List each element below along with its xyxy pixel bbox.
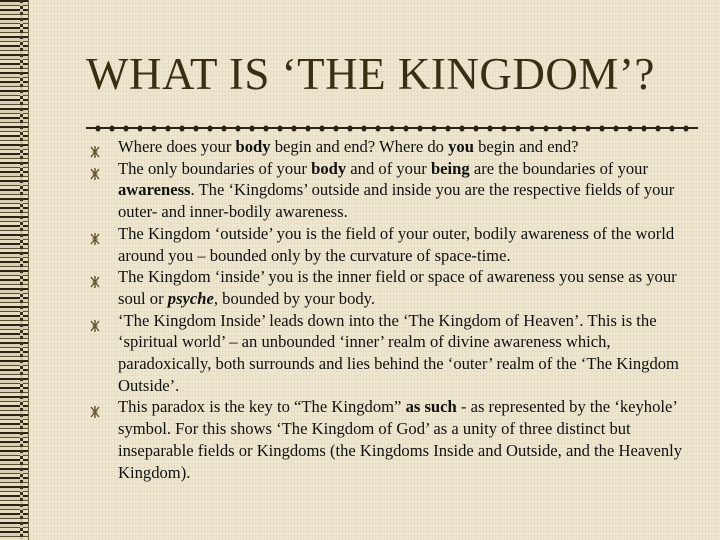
divider-dash <box>310 127 320 129</box>
bullet-text-segment: ‘The Kingdom Inside’ leads down into the ‘The Kingdom of Heaven’. This is the ‘spiritual world’ – an unbounded ‘inner’ realm of divine awareness which, paradoxically, both surrounds and lies behind the ‘outer’ realm of the ‘The Kingdom Outside’. <box>118 310 679 395</box>
divider-dash <box>254 127 264 129</box>
divider-dash <box>674 127 684 129</box>
divider-dash <box>632 127 642 129</box>
fleur-bullet-icon <box>90 142 100 154</box>
bullet-text-segment: The only boundaries of your <box>118 158 312 178</box>
fleur-bullet-icon <box>90 229 100 241</box>
divider-dash <box>100 127 110 129</box>
divider-dash <box>282 127 292 129</box>
divider-dash <box>520 127 530 129</box>
bullet-list <box>90 136 698 483</box>
bullet-item <box>90 223 698 266</box>
divider-dash <box>324 127 334 129</box>
divider-dash <box>142 127 152 129</box>
divider-dash <box>618 127 628 129</box>
divider-dash <box>296 127 306 129</box>
bullet-text-segment: as such <box>405 397 457 417</box>
bullet-item <box>90 158 698 223</box>
divider-dash <box>492 127 502 129</box>
bullet-text-segment: This paradox is the key to “The Kingdom” <box>118 397 406 417</box>
bullet-item <box>90 396 698 483</box>
bullet-text-segment: . The ‘Kingdoms’ outside and inside you are the respective fields of your outer- and inner-bodily awareness. <box>118 180 675 222</box>
title-divider <box>86 123 698 133</box>
bullet-text-segment: are the boundaries of your <box>469 158 649 178</box>
bullet-text-segment: Where does your <box>118 137 236 156</box>
divider-dash <box>226 127 236 129</box>
divider-dash <box>352 127 362 129</box>
bullet-item <box>90 310 698 397</box>
divider-dash <box>394 127 404 129</box>
divider-dash <box>604 127 614 129</box>
divider-dash <box>86 127 96 129</box>
fleur-bullet-icon <box>90 164 100 176</box>
bullet-text-segment: awareness <box>118 180 191 200</box>
divider-dash <box>128 127 138 129</box>
divider-dash <box>240 127 250 129</box>
bullet-text-segment: body <box>235 137 271 156</box>
divider-dash <box>422 127 432 129</box>
bullet-text-segment: The Kingdom ‘outside’ you is the field of your outer, bodily awareness of the world around you – bounded only by the curvature of space-time. <box>118 223 675 265</box>
divider-dash <box>660 127 670 129</box>
divider-dash <box>268 127 278 129</box>
slide-title: WHAT IS ‘THE KINGDOM’? <box>86 49 655 99</box>
divider-dash <box>212 127 222 129</box>
divider-dash <box>114 127 124 129</box>
divider-dash <box>688 127 698 129</box>
bullet-item <box>90 266 698 309</box>
divider-dash <box>184 127 194 129</box>
divider-dash <box>366 127 376 129</box>
divider-dash <box>464 127 474 129</box>
divider-dash <box>506 127 516 129</box>
divider-dash <box>534 127 544 129</box>
fleur-bullet-icon <box>90 402 100 414</box>
divider-dash <box>408 127 418 129</box>
divider-dash <box>646 127 656 129</box>
divider-dash <box>562 127 572 129</box>
notebook-binding <box>0 0 29 540</box>
bullet-text-segment: begin and end? <box>473 137 579 156</box>
divider-dash <box>548 127 558 129</box>
divider-dash <box>156 127 166 129</box>
divider-dash <box>170 127 180 129</box>
bullet-text-segment: body <box>311 158 347 178</box>
fleur-bullet-icon <box>90 316 100 328</box>
divider-dash <box>576 127 586 129</box>
divider-dash <box>198 127 208 129</box>
bullet-text-segment: begin and end? Where do <box>270 137 449 156</box>
divider-dash <box>338 127 348 129</box>
divider-dash <box>450 127 460 129</box>
bullet-text-segment: psyche <box>167 288 214 308</box>
bullet-text-segment: - as represented by the ‘keyhole’ symbol. For this shows ‘The Kingdom of God’ as a unity of three distinct but inseparable fields or Kingdoms (the Kingdoms Inside and Outside, and the Heavenly Kingdom). <box>118 397 683 482</box>
bullet-text-segment: and of your <box>346 158 431 178</box>
divider-dash <box>436 127 446 129</box>
divider-dash <box>590 127 600 129</box>
bullet-text-segment: , bounded by your body. <box>213 288 376 308</box>
divider-dash <box>380 127 390 129</box>
bullet-text-segment: being <box>430 158 470 178</box>
fleur-bullet-icon <box>90 272 100 284</box>
bullet-text-segment: you <box>448 137 474 156</box>
bullet-text-segment: The Kingdom ‘inside’ you is the inner field or space of awareness you sense as your soul or <box>118 267 677 308</box>
bullet-item <box>90 136 698 158</box>
divider-dash <box>478 127 488 129</box>
